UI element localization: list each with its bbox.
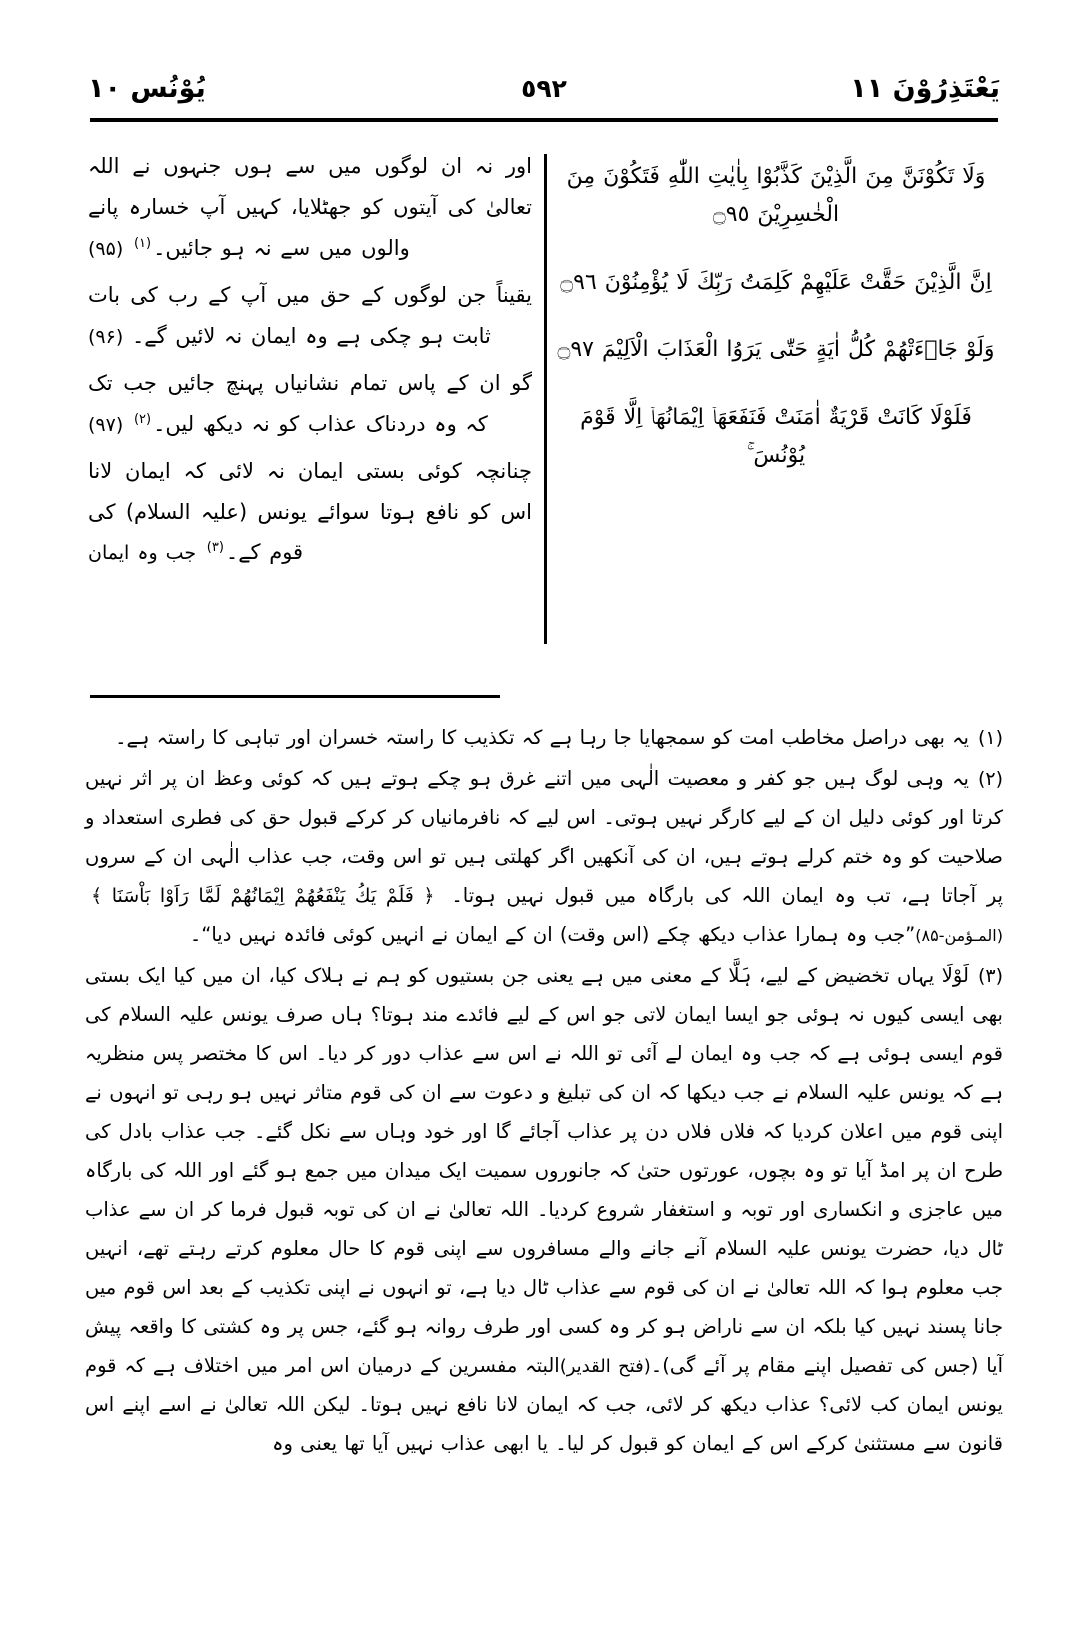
urdu-verse-98-text: چنانچہ کوئی بستی ایمان نہ لائی کہ ایمان لانا اس کو نافع ہوتا سوائے یونس (علیہ السلام) کی قوم کے۔ [88,458,532,565]
verse-ref-97: (۹۷) [88,413,124,436]
scripture-block [88,146,1000,651]
footnote-1 [85,718,1003,757]
footnote-marker-2[interactable]: (۲) [133,411,152,427]
ayah-97: وَلَوْ جَاۤءَتْهُمْ كُلُّ اٰيَةٍ حَتّٰى يَرَوُا الْعَذَابَ الْاَلِيْمَ ۝٩٧ [557,337,995,363]
footnote-2-number: (۲) [977,768,1003,790]
header-surah-left: يُوْنُس ١٠ [88,72,206,104]
footnote-3-text: لَوْلَا یہاں تخضیض کے لیے، ہَلَّا کے معنی میں ہے یعنی جن بستیوں کو ہم نے ہلاک کیا، ان میں کیا ایک بستی بھی ایسی کیوں نہ ہوئی جو ایسا ایمان لاتی جو اس کے لیے فائدے مند ہوتا؟ ہاں صرف یونس علیہ السلام کی قوم ایسی ہوئی ہے کہ جب وہ ایمان لے آئی تو اللہ نے اس سے عذاب دور کر دیا۔ اس کا مختصر پس منظریہ ہے کہ یونس علیہ السلام نے جب دیکھا کہ ان کی تبلیغ و دعوت سے ان کی قوم متاثر نہیں ہو رہی تو انہوں نے اپنی قوم میں اعلان کردیا کہ فلاں فلاں دن پر عذاب آجائے گا اور خود وہاں سے نکل گئے۔ جب عذاب بادل کی طرح ان پر امڈ آیا تو وہ بچوں، عورتوں حتیٰ کہ جانوروں سمیت ایک میدان میں جمع ہو گئے اور اللہ کی بارگاہ میں عاجزی و انکساری اور توبہ و استغفار شروع کردیا۔ اللہ تعالیٰ نے ان کی توبہ قبول فرما کر ان سے عذاب ٹال دیا، حضرت یونس علیہ السلام آنے جانے والے مسافروں سے اپنی قوم کا حال معلوم کرتے رہتے تھے، انہیں جب معلوم ہوا کہ اللہ تعالیٰ نے ان کی قوم سے عذاب ٹال دیا ہے، تو انہوں نے اپنی تکذیب کے بعد اس قوم میں جانا پسند نہیں کیا بلکہ ان سے ناراض ہو کر وہ کسی اور طرف روانہ ہو گئے، جس پر وہ کشتی کا واقعہ پیش آیا (جس کی تفصیل اپنے مقام پر آئے گی)۔ [85,964,1004,1377]
footnote-1-text: یہ بھی دراصل مخاطب امت کو سمجھایا جا رہا ہے کہ تکذیب کا راستہ خسران اور تباہی کا راستہ ہے۔ [115,726,969,749]
ayah-95: وَلَا تَكُوْنَنَّ مِنَ الَّذِيْنَ كَذَّبُوْا بِاٰيٰتِ اللّٰهِ فَتَكُوْنَ مِنَ الْخٰسِرِيْنَ ۝٩٥ [566,164,986,227]
footnote-3-text-continued: البتہ مفسرین کے درمیان اس امر میں اختلاف ہے کہ قوم یونس ایمان کب لائی؟ عذاب دیکھ کر لائی، جب کہ ایمان لانا نافع نہیں ہوتا۔ لیکن اللہ تعالیٰ نے اسے اپنے اس قانون سے مستثنیٰ کرکے اس کے ایمان کو قبول کر لیا۔ یا ابھی عذاب نہیں آیا تھا یعنی وہ [85,1354,1003,1455]
footnote-2-text-part-2: ”جب وہ ہمارا عذاب دیکھ چکے (اس وقت) ان کے ایمان نے انہیں کوئی فائدہ نہیں دیا“۔ [189,923,916,946]
urdu-verse-96-text: یقیناً جن لوگوں کے حق میں آپ کے رب کی بات ثابت ہو چکی ہے وہ ایمان نہ لائیں گے۔ [88,282,532,348]
urdu-verse-97 [88,363,532,445]
page-header [88,62,1000,114]
verse-continuation-98: جب وہ ایمان [88,542,197,565]
footnote-3-number: (۳) [977,965,1003,987]
footnote-2-quran-quote: ﴿ فَلَمْ يَكُ يَنْفَعُهُمْ اِيْمَانُهُمْ لَمَّا رَاَوْا بَاْسَنَا ﴾ [91,885,435,907]
footnote-2-quote-source: (المـؤمن-۸۵) [915,926,1003,945]
footnotes-section [85,718,1003,1465]
urdu-verse-97-text: گو ان کے پاس تمام نشانیاں پہنچ جائیں جب تک کہ وہ دردناک عذاب کو نہ دیکھ لیں۔ [88,370,532,436]
urdu-verse-96 [88,275,532,357]
urdu-verse-95-text: اور نہ ان لوگوں میں سے ہوں جنہوں نے اللہ تعالیٰ کی آیتوں کو جھٹلایا، کہیں آپ خسارہ پانے والوں میں سے نہ ہو جائیں۔ [88,154,532,260]
footnote-2 [85,759,1003,954]
footnote-3 [85,956,1003,1463]
verse-ref-96: (۹۶) [88,325,124,348]
ayah-96: اِنَّ الَّذِيْنَ حَقَّتْ عَلَيْهِمْ كَلِمَتُ رَبِّكَ لَا يُؤْمِنُوْنَ ۝٩٦ [560,269,992,295]
footnote-separator-rule [90,695,500,698]
ayah-98: فَلَوْلَا كَانَتْ قَرْيَةٌ اٰمَنَتْ فَنَفَعَهَاۤ اِيْمَانُهَاۤ اِلَّا قَوْمَ يُوْنُسَ ۚ [580,405,972,469]
urdu-verse-95 [88,146,532,269]
urdu-translation-column [88,146,532,579]
footnote-1-number: (۱) [977,727,1003,749]
urdu-verse-98 [88,451,532,574]
column-divider [544,154,547,644]
footnote-2-text-part-1: یہ وہی لوگ ہیں جو کفر و معصیت الٰہی میں اتنے غرق ہو چکے ہوتے ہیں کہ کوئی وعظ ان پر اثر نہیں کرتا اور کوئی دلیل ان کے لیے کارگر نہیں ہوتی۔ اس لیے کہ نافرمانیاں کر کرکے قبول حق کی فطری استعداد و صلاحیت کو وہ ختم کرلے ہوتے ہیں، ان کی آنکھیں اگر کھلتی ہیں تو اس وقت، جب عذاب الٰہی ان کے سروں پر آجاتا ہے، تب وہ ایمان اللہ کی بارگاہ میں قبول نہیں ہوتا۔ [85,767,1004,907]
header-surah-right: يَعْتَذِرُوْنَ ١١ [850,72,1000,104]
footnote-marker-1[interactable]: (۱) [133,235,152,251]
page-number: ٥٩٢ [521,73,567,103]
footnote-marker-3[interactable]: (۳) [206,540,224,556]
arabic-verses-column [552,146,1000,475]
header-divider-rule [90,118,998,122]
verse-ref-95: (۹۵) [88,237,124,260]
footnote-3-citation: (فتح القدیر) [559,1356,651,1377]
